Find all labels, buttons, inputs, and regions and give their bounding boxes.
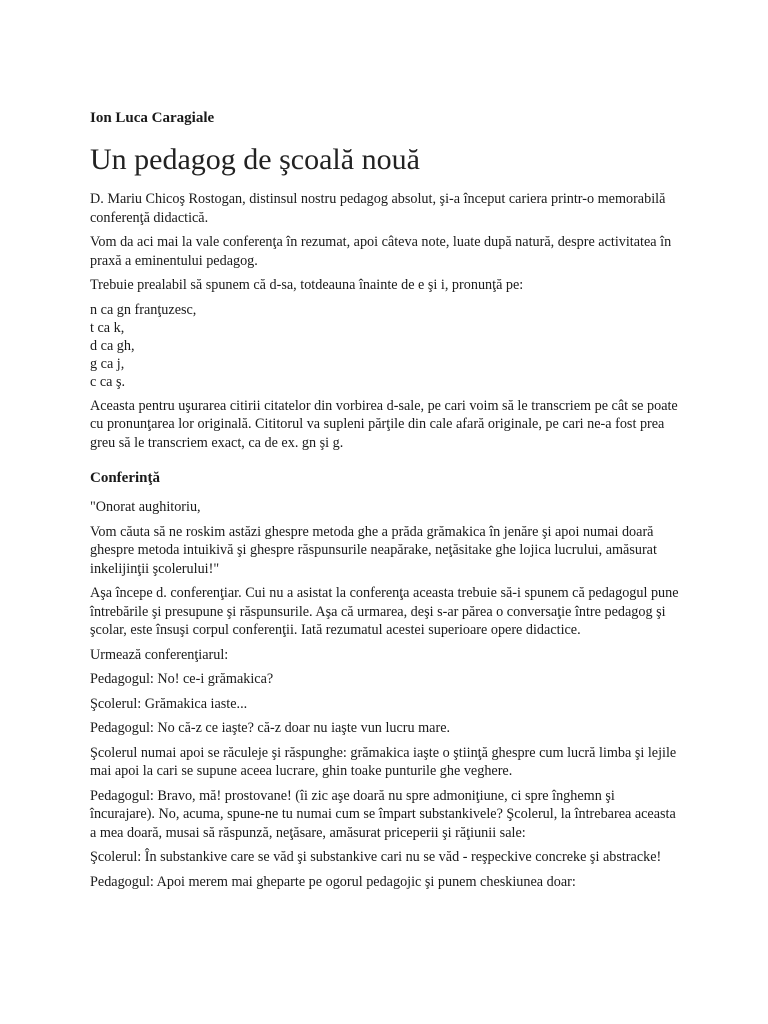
pronunciation-line: n ca gn franţuzesc, [90, 301, 197, 318]
pronunciation-line: c ca ş. [90, 373, 126, 390]
conference-paragraph: Vom căuta să ne roskim astăzi ghespre metoda ghe a prăda grămakica în jenăre şi apoi numai doară ghespre metoda intuikivă şi ghespre răspunsurile neapărake, neţăsitake ghe lojica lucrului, amăsurat inkelijinţii şcolerului!" [90, 523, 657, 577]
intro-paragraph-2: Vom da aci mai la vale conferenţa în rezumat, apoi câteva note, luate după natură, despre activitatea în praxă a eminentului pedagog. [90, 234, 672, 269]
document-page [90, 108, 682, 897]
conference-paragraph: Urmează conferenţiarul: [90, 646, 229, 663]
conference-paragraph: Pedagogul: No! ce-i grămakica? [90, 671, 274, 687]
section-heading: Conferinţă [90, 470, 160, 486]
conference-paragraph: Şcolerul: În substankive care se văd şi substankive cari nu se văd - reşpeckive concreke şi abstracke! [90, 849, 662, 865]
intro-paragraph-1: D. Mariu Chicoş Rostogan, distinsul nostru pedagog absolut, şi-a început cariera printr-o memorabilă conferenţă didactică. [90, 191, 666, 226]
conference-paragraph: Aşa începe d. conferenţiar. Cui nu a asistat la conferenţa aceasta trebuie să-i spunem că pedagogul pune întrebările şi presupune şi răspunsurile. Aşa că urmarea, deşi s-ar părea o conversaţie între pedagog şi şcolar, este însuşi corpul conferenţii. Iată rezumatul acestei superioare opere didactice. [90, 585, 679, 638]
pronunciation-line: t ca k, [90, 319, 125, 336]
intro-paragraph-3: Trebuie prealabil să spunem că d-sa, totdeauna înainte de e şi i, pronunţă pe: [90, 277, 524, 293]
conference-paragraph: Şcolerul numai apoi se răculeje şi răspunghe: grămakica iaşte o ştiinţă ghespre cum lucră limba şi lejile mai apoi la cari se supune aceea lucrare, ghin toake punturile ghe veghere. [90, 744, 677, 779]
document-title: Un pedagog de şcoală nouă [90, 143, 420, 176]
pronunciation-list [90, 301, 682, 391]
conference-paragraph: Pedagogul: No că-z ce iaşte? că-z doar nu iaşte vun lucru mare. [90, 720, 451, 736]
conference-paragraph: "Onorat aughitoriu, [90, 499, 201, 515]
pronunciation-line: d ca gh, [90, 337, 135, 354]
conference-paragraph: Pedagogul: Bravo, mă! prostovane! (îi zic aşe doară nu spre admoniţiune, ci spre înghemn şi încurajare). No, acuma, spune-ne tu numai cum se împart substankivele? Şcolerul, la întrebarea aceasta a mea doară, musai să răspunză, neţăsare, amăsurat priceperii şi răţiunii sale: [90, 787, 676, 841]
author-name: Ion Luca Caragiale [90, 110, 215, 126]
conference-paragraph: Pedagogul: Apoi merem mai gheparte pe ogorul pedagojic şi punem cheskiunea doar: [90, 873, 576, 890]
note-paragraph: Aceasta pentru uşurarea citirii citatelor din vorbirea d-sale, pe cari voim să le transcriem pe cât se poate cu pronunţarea lor originală. Cititorul va supleni părţile din cale afară originale, pe cari ne-a fost prea greu să le transcriem exact, ca de ex. gn şi g. [90, 397, 678, 451]
conference-paragraph: Şcolerul: Grămakica iaste... [90, 695, 248, 712]
pronunciation-line: g ca j, [90, 355, 125, 372]
